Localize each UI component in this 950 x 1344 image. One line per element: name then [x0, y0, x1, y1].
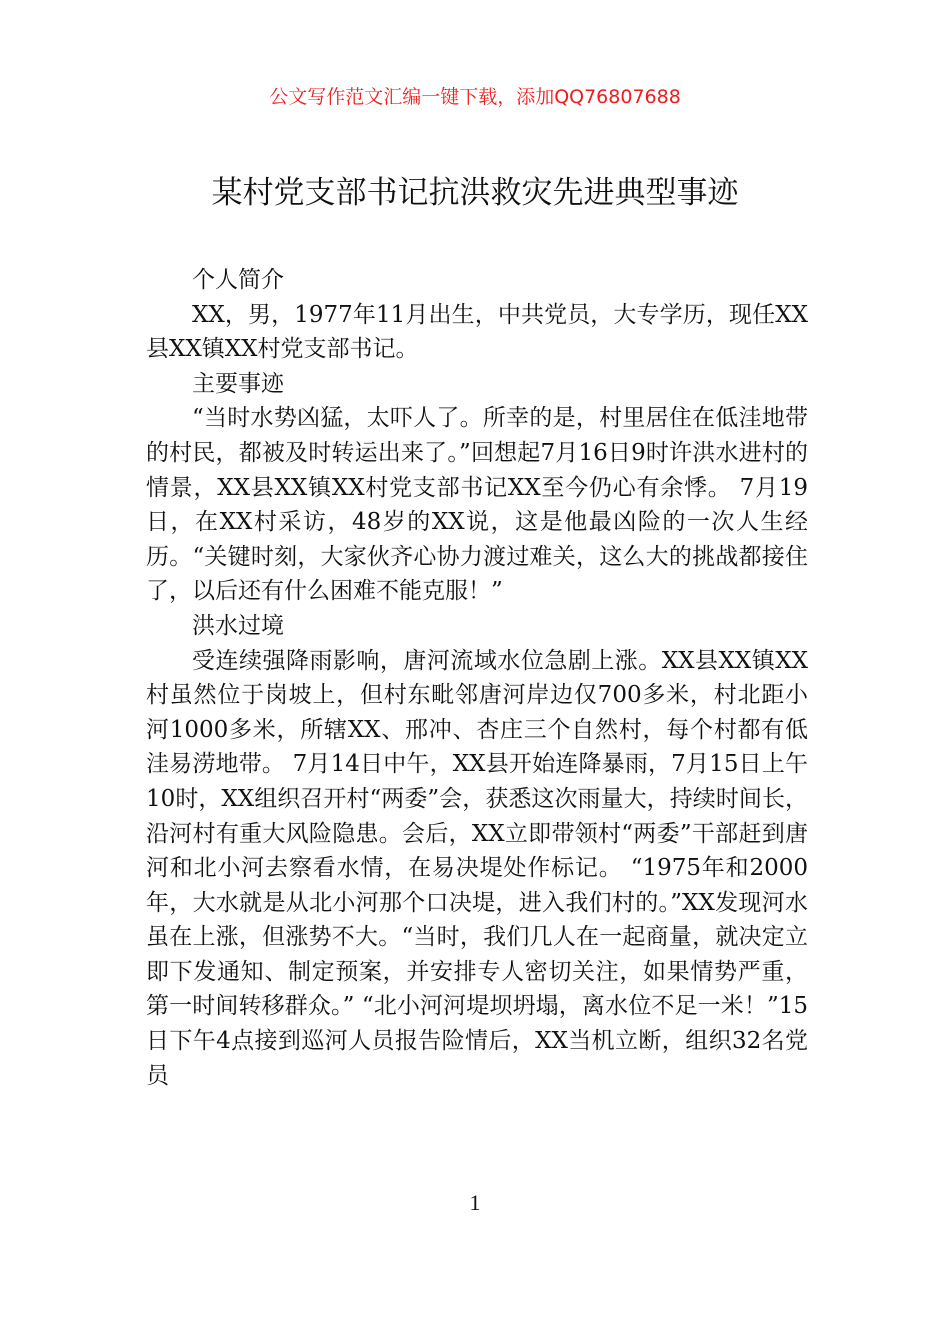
document-title: 某村党支部书记抗洪救灾先进典型事迹	[211, 175, 739, 211]
section-heading-profile: 个人简介	[192, 267, 284, 293]
paragraph-profile: XX，男，1977年11月出生，中共党员，大专学历，现任XX县XX镇XX村党支部书记。	[146, 301, 808, 363]
section-heading-flood: 洪水过境	[192, 612, 284, 639]
section-heading-deeds: 主要事迹	[192, 370, 284, 397]
download-banner: 公文写作范文汇编一键下载，添加QQ76807688	[269, 86, 681, 108]
page-number: 1	[469, 1190, 481, 1215]
paragraph-deeds: “当时水势凶猛，太吓人了。所幸的是，村里居住在低洼地带的村民，都被及时转运出来了。”回想起7月16日9时许洪水进村的情景，XX县XX镇XX村党支部书记XX至今仍心有余悸。 7月19日，在XX村采访，48岁的XX说，这是他最凶险的一次人生经历。“关键时刻，大家伙齐心协力渡过难关，这么大的挑战都接住了，以后还有什么困难不能克服！”	[146, 405, 808, 605]
document-body	[146, 263, 808, 1093]
paragraph-flood: 受连续强降雨影响，唐河流域水位急剧上涨。XX县XX镇XX村虽然位于岗坡上，但村东毗邻唐河岸边仅700多米，村北距小河1000多米，所辖XX、邢冲、杏庄三个自然村，每个村都有低洼易涝地带。 7月14日中午，XX县开始连降暴雨，7月15日上午10时，XX组织召开村“两委”会，获悉这次雨量大，持续时间长，沿河村有重大风险隐患。会后，XX立即带领村“两委”干部赶到唐河和北小河去察看水情，在易决堤处作标记。 “1975年和2000年，大水就是从北小河那个口决堤，进入我们村的。”XX发现河水虽在上涨，但涨势不大。“当时，我们几人在一起商量，就决定立即下发通知、制定预案，并安排专人密切关注，如果情势严重，第一时间转移群众。” “北小河河堤坝坍塌，离水位不足一米！”15日下午4点接到巡河人员报告险情后，XX当机立断，组织32名党员	[146, 647, 808, 1089]
